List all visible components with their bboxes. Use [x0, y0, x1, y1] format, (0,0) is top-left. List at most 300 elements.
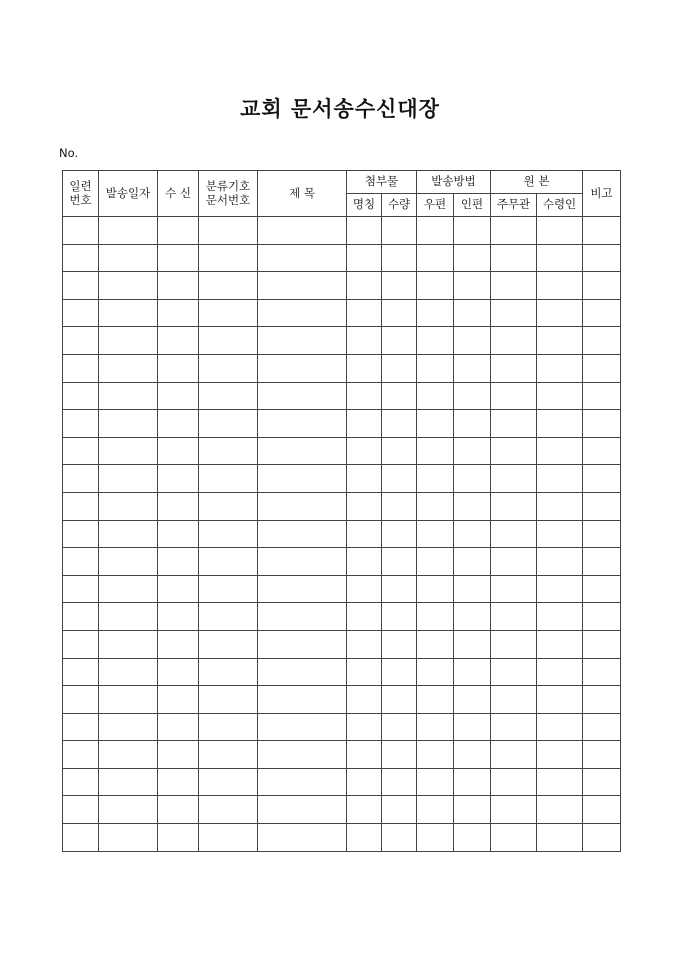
- table-cell[interactable]: [583, 630, 621, 658]
- table-cell[interactable]: [491, 686, 537, 714]
- table-cell[interactable]: [382, 437, 417, 465]
- table-cell[interactable]: [158, 686, 199, 714]
- table-cell[interactable]: [454, 768, 491, 796]
- table-cell[interactable]: [258, 575, 347, 603]
- table-cell[interactable]: [347, 437, 382, 465]
- table-cell[interactable]: [417, 299, 454, 327]
- table-cell[interactable]: [491, 410, 537, 438]
- table-cell[interactable]: [454, 272, 491, 300]
- table-cell[interactable]: [537, 768, 583, 796]
- table-cell[interactable]: [99, 244, 158, 272]
- table-cell[interactable]: [382, 465, 417, 493]
- table-cell[interactable]: [417, 327, 454, 355]
- table-cell[interactable]: [417, 603, 454, 631]
- table-cell[interactable]: [417, 272, 454, 300]
- table-cell[interactable]: [63, 796, 99, 824]
- header-attachment-quantity: 수량: [382, 194, 417, 217]
- table-cell[interactable]: [491, 713, 537, 741]
- table-row: [63, 575, 621, 603]
- table-cell[interactable]: [99, 603, 158, 631]
- table-cell[interactable]: [199, 548, 258, 576]
- table-cell[interactable]: [199, 686, 258, 714]
- table-cell[interactable]: [347, 575, 382, 603]
- table-cell[interactable]: [583, 492, 621, 520]
- table-cell[interactable]: [347, 630, 382, 658]
- table-cell[interactable]: [199, 327, 258, 355]
- table-cell[interactable]: [63, 520, 99, 548]
- table-cell[interactable]: [199, 244, 258, 272]
- header-classification-code: [199, 171, 258, 217]
- table-cell[interactable]: [491, 824, 537, 852]
- table-cell[interactable]: [99, 630, 158, 658]
- table-cell[interactable]: [537, 796, 583, 824]
- table-cell[interactable]: [583, 824, 621, 852]
- table-cell[interactable]: [99, 410, 158, 438]
- table-cell[interactable]: [583, 272, 621, 300]
- table-cell[interactable]: [158, 382, 199, 410]
- table-cell[interactable]: [258, 603, 347, 631]
- table-cell[interactable]: [99, 796, 158, 824]
- table-cell[interactable]: [417, 492, 454, 520]
- table-cell[interactable]: [199, 354, 258, 382]
- table-cell[interactable]: [382, 492, 417, 520]
- document-number-label: No.: [59, 146, 79, 160]
- table-cell[interactable]: [417, 658, 454, 686]
- table-cell[interactable]: [347, 824, 382, 852]
- table-cell[interactable]: [382, 217, 417, 245]
- table-cell[interactable]: [382, 768, 417, 796]
- table-cell[interactable]: [199, 603, 258, 631]
- table-cell[interactable]: [99, 548, 158, 576]
- table-cell[interactable]: [63, 382, 99, 410]
- table-cell[interactable]: [454, 244, 491, 272]
- table-cell[interactable]: [417, 465, 454, 493]
- table-cell[interactable]: [417, 824, 454, 852]
- table-cell[interactable]: [454, 686, 491, 714]
- table-cell[interactable]: [158, 410, 199, 438]
- table-cell[interactable]: [583, 382, 621, 410]
- table-cell[interactable]: [537, 299, 583, 327]
- table-cell[interactable]: [158, 630, 199, 658]
- table-cell[interactable]: [454, 824, 491, 852]
- table-cell[interactable]: [454, 382, 491, 410]
- table-cell[interactable]: [537, 548, 583, 576]
- table-cell[interactable]: [537, 630, 583, 658]
- table-cell[interactable]: [454, 217, 491, 245]
- table-cell[interactable]: [63, 437, 99, 465]
- table-cell[interactable]: [583, 437, 621, 465]
- table-row: [63, 796, 621, 824]
- table-cell[interactable]: [417, 575, 454, 603]
- table-cell[interactable]: [258, 492, 347, 520]
- table-cell[interactable]: [158, 575, 199, 603]
- table-cell[interactable]: [63, 768, 99, 796]
- table-cell[interactable]: [158, 824, 199, 852]
- table-cell[interactable]: [158, 217, 199, 245]
- table-cell[interactable]: [537, 465, 583, 493]
- table-cell[interactable]: [258, 630, 347, 658]
- table-cell[interactable]: [63, 354, 99, 382]
- table-cell[interactable]: [491, 603, 537, 631]
- table-cell[interactable]: [417, 548, 454, 576]
- header-method-mail: 우편: [417, 194, 454, 217]
- table-cell[interactable]: [454, 575, 491, 603]
- table-cell[interactable]: [382, 575, 417, 603]
- table-cell[interactable]: [382, 796, 417, 824]
- table-cell[interactable]: [454, 354, 491, 382]
- table-cell[interactable]: [382, 824, 417, 852]
- table-cell[interactable]: [537, 244, 583, 272]
- table-cell[interactable]: [583, 465, 621, 493]
- table-cell[interactable]: [537, 492, 583, 520]
- table-cell[interactable]: [347, 713, 382, 741]
- table-cell[interactable]: [417, 741, 454, 769]
- table-cell[interactable]: [258, 741, 347, 769]
- table-cell[interactable]: [537, 824, 583, 852]
- table-cell[interactable]: [258, 796, 347, 824]
- header-send-date: 발송일자: [99, 171, 158, 217]
- header-serial-number: [63, 171, 99, 217]
- table-cell[interactable]: [199, 824, 258, 852]
- table-cell[interactable]: [537, 658, 583, 686]
- table-cell[interactable]: [537, 437, 583, 465]
- table-cell[interactable]: [158, 299, 199, 327]
- table-cell[interactable]: [99, 299, 158, 327]
- table-cell[interactable]: [158, 603, 199, 631]
- table-cell[interactable]: [537, 272, 583, 300]
- table-cell[interactable]: [537, 713, 583, 741]
- table-cell[interactable]: [491, 217, 537, 245]
- table-cell[interactable]: [158, 796, 199, 824]
- header-original: 원 본: [491, 171, 583, 194]
- header-row-top: [63, 171, 621, 194]
- table-cell[interactable]: [63, 410, 99, 438]
- table-cell[interactable]: [99, 272, 158, 300]
- table-cell[interactable]: [347, 603, 382, 631]
- table-cell[interactable]: [382, 603, 417, 631]
- table-cell[interactable]: [491, 437, 537, 465]
- table-cell[interactable]: [417, 354, 454, 382]
- table-cell[interactable]: [63, 492, 99, 520]
- table-cell[interactable]: [99, 327, 158, 355]
- table-cell[interactable]: [347, 520, 382, 548]
- table-cell[interactable]: [99, 824, 158, 852]
- table-cell[interactable]: [583, 327, 621, 355]
- table-cell[interactable]: [583, 354, 621, 382]
- table-cell[interactable]: [63, 272, 99, 300]
- table-cell[interactable]: [454, 465, 491, 493]
- table-cell[interactable]: [417, 713, 454, 741]
- table-cell[interactable]: [347, 244, 382, 272]
- table-cell[interactable]: [382, 658, 417, 686]
- table-cell[interactable]: [491, 520, 537, 548]
- table-cell[interactable]: [63, 217, 99, 245]
- table-cell[interactable]: [63, 603, 99, 631]
- table-cell[interactable]: [491, 327, 537, 355]
- table-cell[interactable]: [158, 548, 199, 576]
- table-cell[interactable]: [63, 299, 99, 327]
- table-row: [63, 520, 621, 548]
- table-cell[interactable]: [382, 382, 417, 410]
- header-attachment-name: 명칭: [347, 194, 382, 217]
- table-cell[interactable]: [382, 630, 417, 658]
- table-cell[interactable]: [454, 796, 491, 824]
- table-cell[interactable]: [583, 768, 621, 796]
- table-cell[interactable]: [258, 686, 347, 714]
- table-cell[interactable]: [347, 796, 382, 824]
- table-cell[interactable]: [382, 520, 417, 548]
- table-cell[interactable]: [99, 768, 158, 796]
- table-cell[interactable]: [99, 382, 158, 410]
- table-cell[interactable]: [99, 741, 158, 769]
- table-cell[interactable]: [382, 686, 417, 714]
- table-cell[interactable]: [454, 492, 491, 520]
- table-cell[interactable]: [63, 630, 99, 658]
- table-cell[interactable]: [454, 548, 491, 576]
- table-cell[interactable]: [382, 327, 417, 355]
- table-row: [63, 382, 621, 410]
- table-cell[interactable]: [454, 520, 491, 548]
- table-cell[interactable]: [583, 410, 621, 438]
- table-cell[interactable]: [583, 796, 621, 824]
- table-cell[interactable]: [99, 492, 158, 520]
- header-recipient: 수 신: [158, 171, 199, 217]
- table-cell[interactable]: [258, 410, 347, 438]
- table-cell[interactable]: [63, 465, 99, 493]
- table-cell[interactable]: [347, 382, 382, 410]
- table-cell[interactable]: [491, 658, 537, 686]
- table-cell[interactable]: [537, 686, 583, 714]
- table-cell[interactable]: [63, 658, 99, 686]
- table-cell[interactable]: [491, 354, 537, 382]
- table-cell[interactable]: [199, 630, 258, 658]
- table-cell[interactable]: [583, 686, 621, 714]
- table-cell[interactable]: [417, 768, 454, 796]
- table-cell[interactable]: [491, 796, 537, 824]
- table-cell[interactable]: [158, 658, 199, 686]
- table-cell[interactable]: [583, 520, 621, 548]
- table-cell[interactable]: [491, 768, 537, 796]
- table-cell[interactable]: [158, 272, 199, 300]
- table-cell[interactable]: [537, 410, 583, 438]
- table-cell[interactable]: [199, 520, 258, 548]
- table-cell[interactable]: [417, 437, 454, 465]
- table-cell[interactable]: [258, 327, 347, 355]
- table-cell[interactable]: [417, 520, 454, 548]
- table-cell[interactable]: [491, 741, 537, 769]
- table-row: [63, 658, 621, 686]
- table-cell[interactable]: [417, 217, 454, 245]
- table-row: [63, 272, 621, 300]
- table-cell[interactable]: [417, 630, 454, 658]
- table-cell[interactable]: [63, 548, 99, 576]
- table-cell[interactable]: [158, 327, 199, 355]
- table-cell[interactable]: [491, 492, 537, 520]
- table-cell[interactable]: [258, 465, 347, 493]
- table-cell[interactable]: [258, 548, 347, 576]
- table-cell[interactable]: [158, 768, 199, 796]
- table-cell[interactable]: [99, 354, 158, 382]
- table-cell[interactable]: [199, 768, 258, 796]
- table-cell[interactable]: [583, 299, 621, 327]
- table-cell[interactable]: [417, 796, 454, 824]
- table-cell[interactable]: [347, 354, 382, 382]
- table-cell[interactable]: [417, 382, 454, 410]
- table-cell[interactable]: [199, 410, 258, 438]
- table-cell[interactable]: [158, 465, 199, 493]
- table-cell[interactable]: [347, 410, 382, 438]
- table-cell[interactable]: [347, 686, 382, 714]
- table-cell[interactable]: [258, 658, 347, 686]
- table-cell[interactable]: [199, 575, 258, 603]
- table-cell[interactable]: [199, 796, 258, 824]
- table-cell[interactable]: [258, 217, 347, 245]
- table-cell[interactable]: [583, 713, 621, 741]
- table-cell[interactable]: [199, 437, 258, 465]
- table-cell[interactable]: [258, 768, 347, 796]
- table-cell[interactable]: [537, 520, 583, 548]
- table-cell[interactable]: [258, 299, 347, 327]
- table-cell[interactable]: [382, 713, 417, 741]
- table-cell[interactable]: [258, 244, 347, 272]
- table-cell[interactable]: [63, 575, 99, 603]
- table-cell[interactable]: [537, 741, 583, 769]
- table-cell[interactable]: [63, 824, 99, 852]
- table-cell[interactable]: [258, 354, 347, 382]
- table-cell[interactable]: [347, 741, 382, 769]
- table-cell[interactable]: [99, 437, 158, 465]
- table-cell[interactable]: [454, 299, 491, 327]
- table-cell[interactable]: [158, 520, 199, 548]
- table-cell[interactable]: [491, 299, 537, 327]
- table-cell[interactable]: [199, 465, 258, 493]
- table-cell[interactable]: [382, 272, 417, 300]
- table-cell[interactable]: [382, 548, 417, 576]
- table-cell[interactable]: [537, 603, 583, 631]
- table-cell[interactable]: [199, 272, 258, 300]
- table-row: [63, 354, 621, 382]
- table-cell[interactable]: [583, 217, 621, 245]
- table-cell[interactable]: [99, 713, 158, 741]
- table-cell[interactable]: [454, 410, 491, 438]
- table-cell[interactable]: [382, 354, 417, 382]
- table-cell[interactable]: [583, 244, 621, 272]
- table-cell[interactable]: [537, 327, 583, 355]
- table-cell[interactable]: [347, 217, 382, 245]
- table-row: [63, 713, 621, 741]
- table-cell[interactable]: [63, 244, 99, 272]
- table-cell[interactable]: [417, 410, 454, 438]
- table-cell[interactable]: [491, 465, 537, 493]
- table-cell[interactable]: [537, 354, 583, 382]
- table-cell[interactable]: [454, 658, 491, 686]
- table-cell[interactable]: [258, 824, 347, 852]
- table-cell[interactable]: [63, 686, 99, 714]
- table-cell[interactable]: [583, 548, 621, 576]
- table-cell[interactable]: [258, 382, 347, 410]
- header-original-receiver: 수령인: [537, 194, 583, 217]
- table-cell[interactable]: [99, 520, 158, 548]
- table-cell[interactable]: [491, 382, 537, 410]
- table-cell[interactable]: [99, 575, 158, 603]
- table-cell[interactable]: [63, 327, 99, 355]
- table-cell[interactable]: [454, 327, 491, 355]
- table-cell[interactable]: [583, 575, 621, 603]
- table-cell[interactable]: [199, 492, 258, 520]
- table-cell[interactable]: [417, 686, 454, 714]
- table-cell[interactable]: [491, 272, 537, 300]
- table-cell[interactable]: [454, 630, 491, 658]
- table-cell[interactable]: [347, 327, 382, 355]
- table-cell[interactable]: [382, 410, 417, 438]
- table-cell[interactable]: [454, 713, 491, 741]
- table-cell[interactable]: [258, 713, 347, 741]
- table-cell[interactable]: [583, 741, 621, 769]
- table-cell[interactable]: [347, 272, 382, 300]
- table-cell[interactable]: [199, 299, 258, 327]
- table-cell[interactable]: [583, 603, 621, 631]
- table-cell[interactable]: [258, 272, 347, 300]
- table-cell[interactable]: [99, 686, 158, 714]
- table-cell[interactable]: [158, 741, 199, 769]
- table-cell[interactable]: [199, 217, 258, 245]
- table-cell[interactable]: [347, 465, 382, 493]
- table-cell[interactable]: [199, 382, 258, 410]
- header-class-code-line1: 분류기호: [205, 179, 251, 194]
- table-cell[interactable]: [99, 465, 158, 493]
- table-cell[interactable]: [158, 713, 199, 741]
- table-cell[interactable]: [258, 520, 347, 548]
- table-cell[interactable]: [454, 603, 491, 631]
- table-cell[interactable]: [491, 548, 537, 576]
- table-cell[interactable]: [347, 548, 382, 576]
- table-cell[interactable]: [63, 741, 99, 769]
- table-cell[interactable]: [491, 630, 537, 658]
- table-cell[interactable]: [454, 741, 491, 769]
- table-cell[interactable]: [158, 354, 199, 382]
- table-cell[interactable]: [199, 658, 258, 686]
- table-cell[interactable]: [63, 713, 99, 741]
- table-cell[interactable]: [491, 244, 537, 272]
- table-cell[interactable]: [199, 713, 258, 741]
- table-cell[interactable]: [382, 741, 417, 769]
- table-cell[interactable]: [382, 299, 417, 327]
- table-cell[interactable]: [347, 768, 382, 796]
- table-cell[interactable]: [454, 437, 491, 465]
- table-cell[interactable]: [347, 492, 382, 520]
- table-cell[interactable]: [347, 299, 382, 327]
- table-cell[interactable]: [347, 658, 382, 686]
- table-row: [63, 327, 621, 355]
- header-subject: 제 목: [258, 171, 347, 217]
- table-row: [63, 686, 621, 714]
- table-cell[interactable]: [537, 217, 583, 245]
- table-cell[interactable]: [199, 741, 258, 769]
- table-cell[interactable]: [491, 575, 537, 603]
- table-cell[interactable]: [583, 658, 621, 686]
- table-cell[interactable]: [417, 244, 454, 272]
- document-ledger-table: [62, 170, 621, 852]
- table-cell[interactable]: [158, 437, 199, 465]
- table-cell[interactable]: [537, 382, 583, 410]
- table-cell[interactable]: [99, 217, 158, 245]
- table-cell[interactable]: [158, 244, 199, 272]
- table-cell[interactable]: [158, 492, 199, 520]
- table-cell[interactable]: [382, 244, 417, 272]
- table-cell[interactable]: [99, 658, 158, 686]
- table-cell[interactable]: [537, 575, 583, 603]
- table-cell[interactable]: [258, 437, 347, 465]
